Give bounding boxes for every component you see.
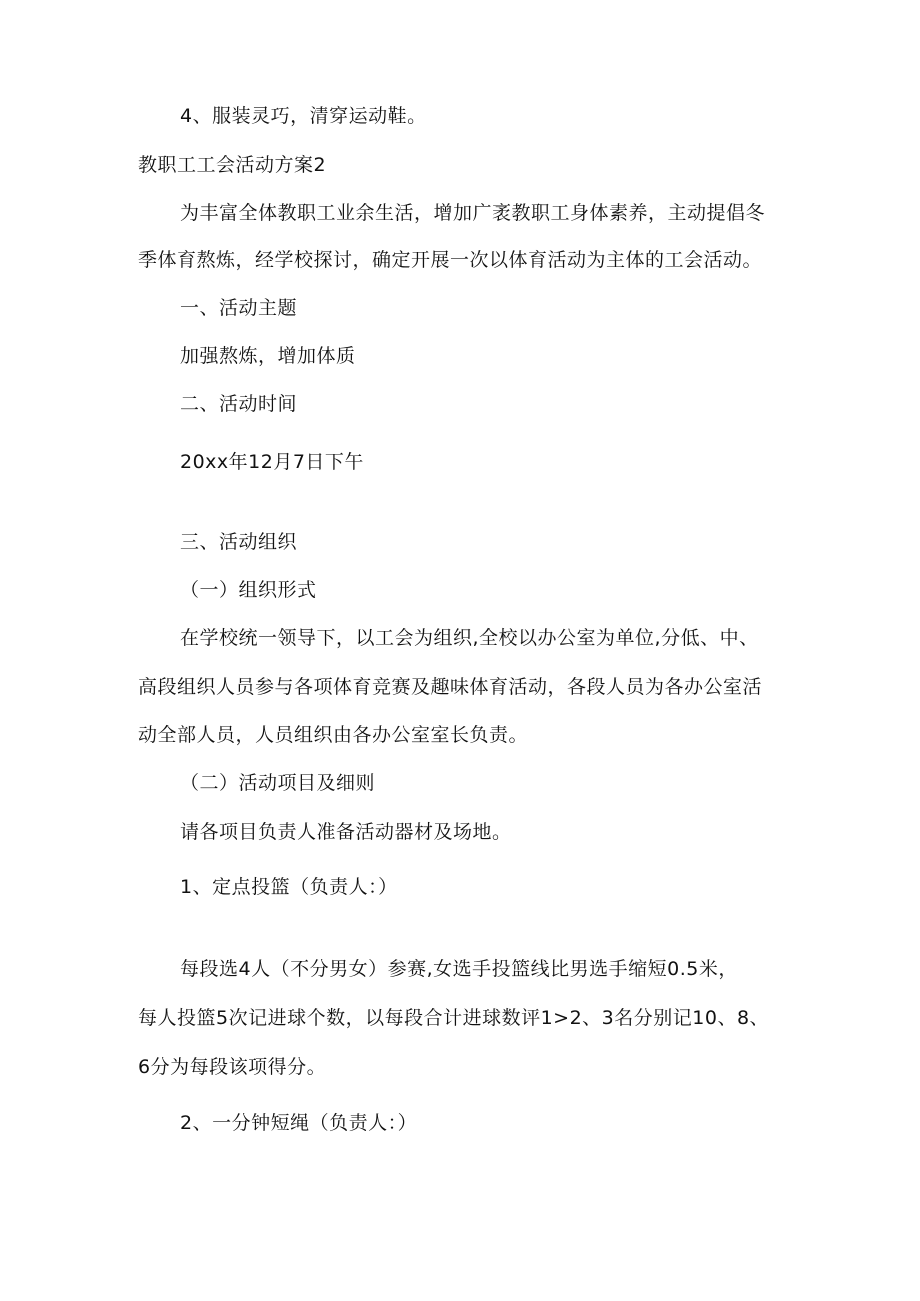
activity-items-instruction: 请各项目负责人准备活动器材及场地。 <box>180 821 512 843</box>
subheading-activity-items: （二）活动项目及细则 <box>180 772 376 794</box>
free-throw-rules-line-3: 6分为每段该项得分。 <box>138 1056 327 1078</box>
section-title-plan-2: 教职工工会活动方案2 <box>138 154 327 176</box>
item-jump-rope-heading: 2、一分钟短绳（负责人：） <box>180 1112 418 1134</box>
heading-activity-organization: 三、活动组织 <box>180 531 298 553</box>
intro-paragraph-line-2: 季体育熬炼，经学校探讨，确定开展一次以体育活动为主体的工会活动。 <box>138 249 763 271</box>
item-free-throw-heading: 1、定点投篮（负责人：） <box>180 876 398 898</box>
organization-paragraph-line-3: 动全部人员，人员组织由各办公室室长负责。 <box>138 724 529 746</box>
activity-time-text: 20xx年12月7日下午 <box>180 451 364 473</box>
subheading-organization-form: （一）组织形式 <box>180 579 317 601</box>
free-throw-rules-line-1: 每段选4人（不分男女）参赛,女选手投篮线比男选手缩短0.5米， <box>180 958 738 980</box>
list-item-attire: 4、服装灵巧，清穿运动鞋。 <box>180 105 427 127</box>
organization-paragraph-line-1: 在学校统一领导下，以工会为组织,全校以办公室为单位,分低、中、 <box>180 627 759 649</box>
heading-activity-theme: 一、活动主题 <box>180 297 298 319</box>
intro-paragraph-line-1: 为丰富全体教职工业余生活，增加广袤教职工身体素养，主动提倡冬 <box>180 202 766 224</box>
organization-paragraph-line-2: 高段组织人员参与各项体育竞赛及趣味体育活动，各段人员为各办公室活 <box>138 676 763 698</box>
activity-theme-text: 加强熬炼，增加体质 <box>180 345 356 367</box>
free-throw-rules-line-2: 每人投篮5次记进球个数，以每段合计进球数评1>2、3名分别记10、8、 <box>138 1007 770 1029</box>
heading-activity-time: 二、活动时间 <box>180 393 298 415</box>
